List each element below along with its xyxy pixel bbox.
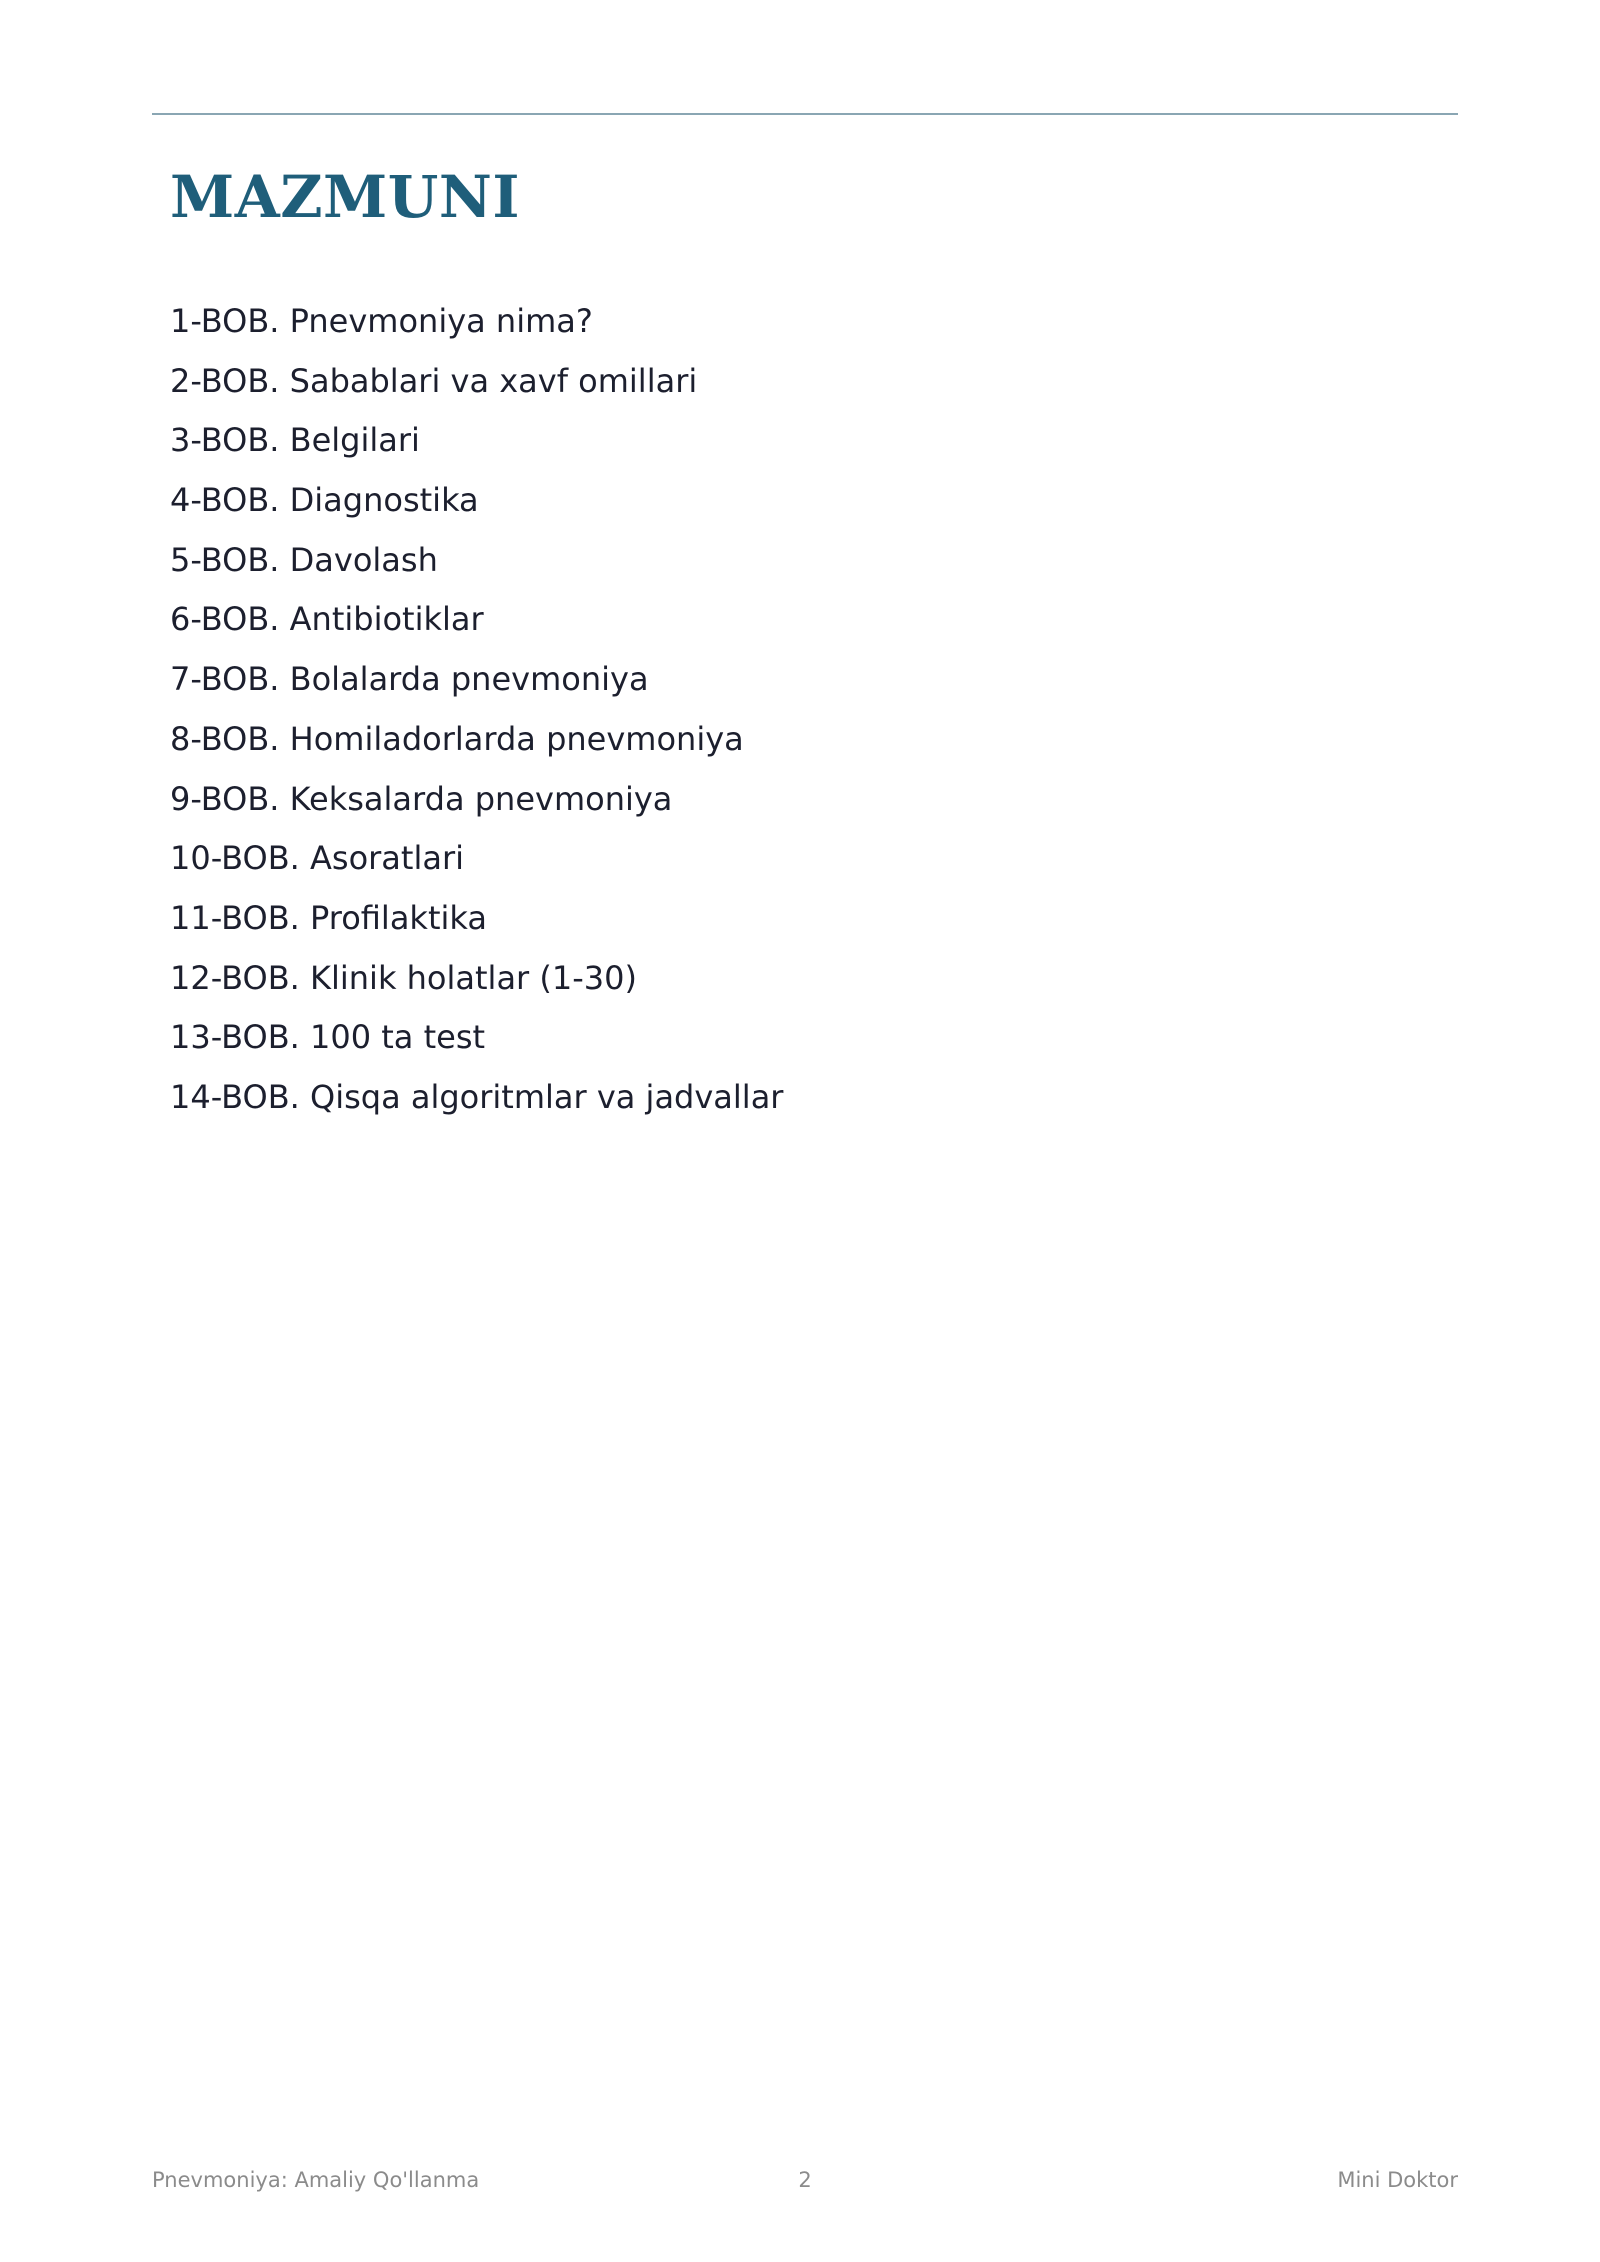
header-rule <box>152 113 1458 115</box>
toc-item-12: 12-BOB. Klinik holatlar (1-30) <box>170 958 637 997</box>
toc-item-13: 13-BOB. 100 ta test <box>170 1018 486 1057</box>
footer-document-title: Pnevmoniya: Amaliy Qo'llanma <box>152 2168 480 2192</box>
toc-item-14: 14-BOB. Qisqa algoritmlar va jadvallar <box>170 1077 784 1116</box>
toc-item-5: 5-BOB. Davolash <box>170 540 438 579</box>
toc-item-8: 8-BOB. Homiladorlarda pnevmoniya <box>170 719 744 758</box>
toc-item-6: 6-BOB. Antibiotiklar <box>170 600 484 639</box>
toc-item-1: 1-BOB. Pnevmoniya nima? <box>170 302 593 340</box>
footer-page-number: 2 <box>798 2168 812 2192</box>
toc-item-10: 10-BOB. Asoratlari <box>170 839 464 878</box>
page-title: MAZMUNI <box>170 163 520 231</box>
toc-item-7: 7-BOB. Bolalarda pnevmoniya <box>170 660 649 699</box>
toc-item-11: 11-BOB. Profilaktika <box>170 898 487 937</box>
footer-publisher: Mini Doktor <box>1337 2168 1458 2192</box>
toc-item-4: 4-BOB. Diagnostika <box>170 481 479 520</box>
toc-item-3: 3-BOB. Belgilari <box>170 421 420 460</box>
toc-item-2: 2-BOB. Sabablari va xavf omillari <box>170 361 698 400</box>
table-of-contents <box>170 292 783 1128</box>
toc-item-9: 9-BOB. Keksalarda pnevmoniya <box>170 779 673 818</box>
